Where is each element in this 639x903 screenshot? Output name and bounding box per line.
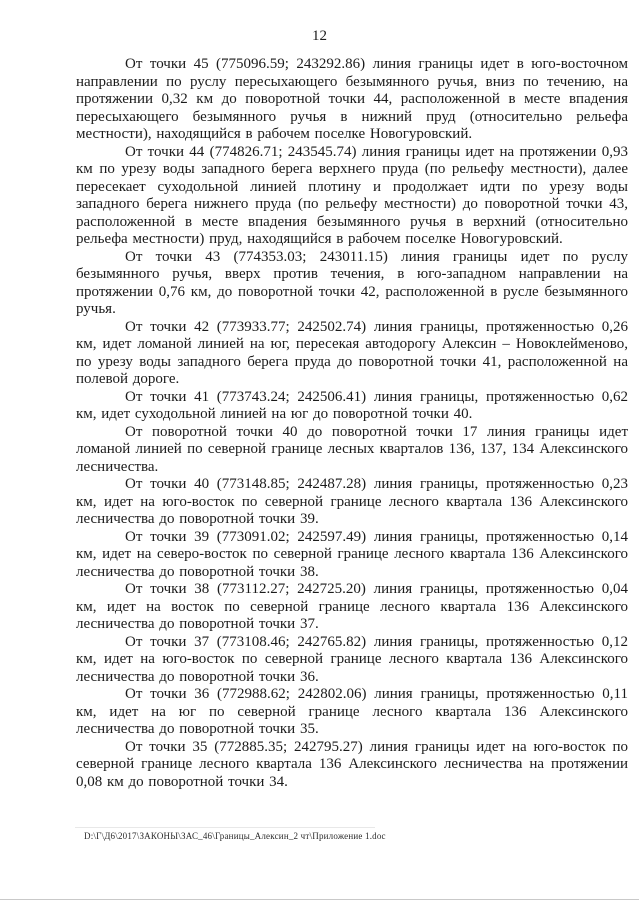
page-edge-line: [0, 899, 639, 900]
paragraph: От точки 37 (773108.46; 242765.82) линия границы, протяженностью 0,12 км, идет на юго-восток по северной границе лесного квартала 136 Алексинского лесничества до поворотной точки 36.: [76, 633, 628, 685]
paragraph: От точки 39 (773091.02; 242597.49) линия границы, протяженностью 0,14 км, идет на северо-восток по северной границе лесного квартала 136 Алексинского лесничества до поворотной точки 38.: [76, 528, 628, 580]
paragraph: От поворотной точки 40 до поворотной точки 17 линия границы идет ломаной линией по северной границе лесных кварталов 136, 137, 134 Алексинского лесничества.: [76, 423, 628, 475]
footnote-separator-line: [75, 827, 375, 828]
paragraph: От точки 44 (774826.71; 243545.74) линия границы идет на протяжении 0,93 км по урезу воды западного берега верхнего пруда (по рельефу местности), далее пересекает суходольной линией плотину и продолжает идти по урезу воды западного берега нижнего пруда (по рельефу местности) до поворотной точки 43, расположенной в месте впадения безымянного ручья в верхний (относительно рельефа местности) пруд, находящийся в рабочем поселке Новогуровский.: [76, 143, 628, 247]
paragraph: От точки 45 (775096.59; 243292.86) линия границы идет в юго-восточном направлении по руслу пересыхающего безымянного ручья, вниз по течению, на протяжении 0,32 км до поворотной точки 44, расположенной в месте впадения пересыхающего безымянного ручья в нижний пруд (относительно рельефа местности), находящийся в рабочем поселке Новогуровский.: [76, 56, 628, 142]
footer-file-path: D:\Г\Д6\2017\ЗАКОНЫ\ЗАС_46\Границы_Алексин_2 чт\Приложение 1.doc: [84, 831, 386, 841]
page-number: 12: [312, 28, 327, 44]
paragraph: От точки 36 (772988.62; 242802.06) линия границы, протяженностью 0,11 км, идет на юг по северной границе лесного квартала 136 Алексинского лесничества до поворотной точки 35.: [76, 686, 628, 737]
paragraph: От точки 35 (772885.35; 242795.27) линия границы идет на юго-восток по северной границе лесного квартала 136 Алексинского лесничества на протяжении 0,08 км до поворотной точки 34.: [76, 738, 628, 790]
paragraph: От точки 42 (773933.77; 242502.74) линия границы, протяженностью 0,26 км, идет ломаной линией на юг, пересекая автодорогу Алексин – Новоклейменово, по урезу воды западного берега пруда до поворотной точки 41, расположенной на полевой дороге.: [76, 318, 628, 387]
document-body-paragraphs: [76, 56, 628, 791]
paragraph: От точки 43 (774353.03; 243011.15) линия границы идет по руслу безымянного ручья, вверх против течения, в юго-западном направлении на протяжении 0,76 км, до поворотной точки 42, расположенной в русле безымянного ручья.: [76, 248, 628, 317]
paragraph: От точки 38 (773112.27; 242725.20) линия границы, протяженностью 0,04 км, идет на восток по северной границе лесного квартала 136 Алексинского лесничества до поворотной точки 37.: [76, 581, 628, 632]
paragraph: От точки 41 (773743.24; 242506.41) линия границы, протяженностью 0,62 км, идет суходольной линией на юг до поворотной точки 40.: [76, 388, 628, 422]
paragraph: От точки 40 (773148.85; 242487.28) линия границы, протяженностью 0,23 км, идет на юго-восток по северной границе лесного квартала 136 Алексинского лесничества до поворотной точки 39.: [76, 476, 628, 527]
